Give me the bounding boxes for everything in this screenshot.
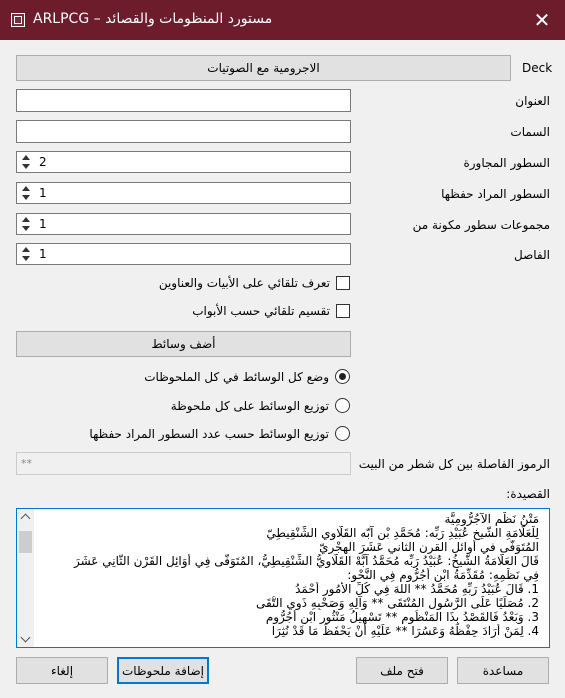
- auto-split-label: تقسيم تلقائي حسب الأبواب: [192, 304, 330, 318]
- app-icon: [11, 13, 25, 27]
- media-all-radio[interactable]: [335, 369, 350, 384]
- recite-lines-spinbox[interactable]: [16, 182, 351, 204]
- poem-line: 2. مُصَلِّيًا عَلَى الرَّسُولِ المُنْتَقَى ** وَآلِهِ وَصَحْبِهِ ذَوِي التُّقَى: [255, 596, 539, 610]
- title-label: العنوان: [515, 94, 550, 108]
- recite-lines-label: السطور المراد حفظها: [441, 187, 550, 201]
- groups-value: 1: [39, 217, 47, 231]
- context-lines-value: 2: [39, 155, 47, 169]
- separator-spinbox[interactable]: [16, 243, 351, 265]
- media-each-radio[interactable]: [335, 398, 350, 413]
- add-media-button[interactable]: أضف وسائط: [16, 331, 351, 357]
- spin-down-icon[interactable]: [22, 256, 30, 261]
- scroll-down-icon[interactable]: [21, 633, 31, 643]
- poem-line: قَالَ العَلَّامَةُ الشَّيخُ: عُبَيْدُ رَبِّه مُحَمَّدُ آبَّهْ القَلَّاوِيُّ الشِّنْقِيطِيُّ، المُتَوَفَّى فِي أَوَائِلِ القَرْنِ الثَّانِي عَشَرَ: [73, 554, 539, 568]
- media-all-label: وضع كل الوسائط في كل الملحوظات: [144, 370, 329, 384]
- spin-up-icon[interactable]: [22, 186, 30, 191]
- separator-label: الفاصل: [514, 248, 550, 262]
- media-by-lines-radio[interactable]: [335, 426, 350, 441]
- help-button[interactable]: مساعدة: [457, 657, 549, 684]
- media-each-label: توزيع الوسائط على كل ملحوظة: [170, 399, 329, 413]
- half-separator-label: الرموز الفاصلة بين كل شطر من البيت: [358, 457, 550, 471]
- window-title: مستورد المنظومات والقصائد – ARLPCG: [33, 11, 273, 27]
- spin-up-icon[interactable]: [22, 217, 30, 222]
- context-lines-label: السطور المجاورة: [463, 156, 550, 170]
- spin-up-icon[interactable]: [22, 247, 30, 252]
- spin-arrows[interactable]: [19, 184, 33, 202]
- poem-line: فِي نَظْمِهِ: مُقَدِّمَةُ ابْنِ أجُرُّومٍ فِي النَّحْوِ:: [347, 568, 539, 582]
- poem-line: مَتْنُ نَظْمِ الآجُرُّومِيَّة: [444, 512, 539, 526]
- add-notes-button[interactable]: إضافة ملحوظات: [117, 657, 209, 684]
- title-bar: [0, 0, 565, 40]
- spin-down-icon[interactable]: [22, 226, 30, 231]
- poem-line: 1. قَالَ عُبَيْدُ رَبِّهِ مُحَمَّدُ ** اللهَ فِي كُلِّ الأُمُورِ أَحْمَدُ: [295, 582, 539, 596]
- poem-label: القصيدة:: [506, 487, 550, 501]
- recite-lines-value: 1: [39, 186, 47, 200]
- poem-line: لِلْعَلَّامَةِ الشَّيخِ عُبَيْدِ رَبِّه: مُحَمَّدِ بْنِ آبّه القَلَّاوي الشِّنْقِيطِيّ: [266, 526, 539, 540]
- separator-value: 1: [39, 247, 47, 261]
- auto-detect-label: تعرف تلقائي على الأبيات والعناوين: [158, 276, 330, 290]
- half-separator-placeholder: **: [21, 457, 32, 470]
- scroll-up-icon[interactable]: [21, 514, 31, 524]
- cancel-button[interactable]: إلغاء: [16, 657, 108, 684]
- tags-input[interactable]: [16, 120, 351, 143]
- spin-up-icon[interactable]: [22, 155, 30, 160]
- half-separator-input[interactable]: [16, 452, 351, 475]
- poem-text: [37, 512, 539, 638]
- spin-down-icon[interactable]: [22, 164, 30, 169]
- close-icon[interactable]: ✕: [533, 8, 551, 32]
- scroll-thumb[interactable]: [19, 531, 32, 553]
- poem-line: 3. وَبَعْدُ فَالقَصْدُ بِذَا المَنْظُومِ ** تَسْهِيلُ مَنْثُورِ ابْنِ أَجُرُّومِ: [265, 610, 539, 624]
- context-lines-spinbox[interactable]: [16, 151, 351, 173]
- tags-label: السمات: [510, 125, 550, 139]
- open-file-button[interactable]: فتح ملف: [356, 657, 448, 684]
- spin-arrows[interactable]: [19, 245, 33, 263]
- auto-detect-checkbox[interactable]: [336, 276, 350, 290]
- vertical-scrollbar[interactable]: [17, 509, 34, 647]
- media-by-lines-label: توزيع الوسائط حسب عدد السطور المراد حفظها: [89, 427, 329, 441]
- spin-down-icon[interactable]: [22, 195, 30, 200]
- groups-label: مجموعات سطور مكونة من: [412, 218, 550, 232]
- deck-selector-button[interactable]: الاجرومية مع الصوتيات: [16, 55, 511, 81]
- title-input[interactable]: [16, 89, 351, 112]
- poem-line: 4. لِمَنْ أَرَادَ حِفْظَهُ وَعَسُرَا ** عَلَيْهِ أَنْ يَحْفَظَ مَا قَدْ نُثِرَا: [271, 624, 539, 638]
- spin-arrows[interactable]: [19, 153, 33, 171]
- spin-arrows[interactable]: [19, 215, 33, 233]
- poem-textarea[interactable]: [16, 508, 550, 648]
- deck-label: Deck: [522, 61, 553, 75]
- auto-split-checkbox[interactable]: [336, 304, 350, 318]
- groups-spinbox[interactable]: [16, 213, 351, 235]
- poem-line: المُتَوَفَّى في أوائل القرن الثاني عَشَرَ الهِجْرِيّ: [319, 540, 539, 554]
